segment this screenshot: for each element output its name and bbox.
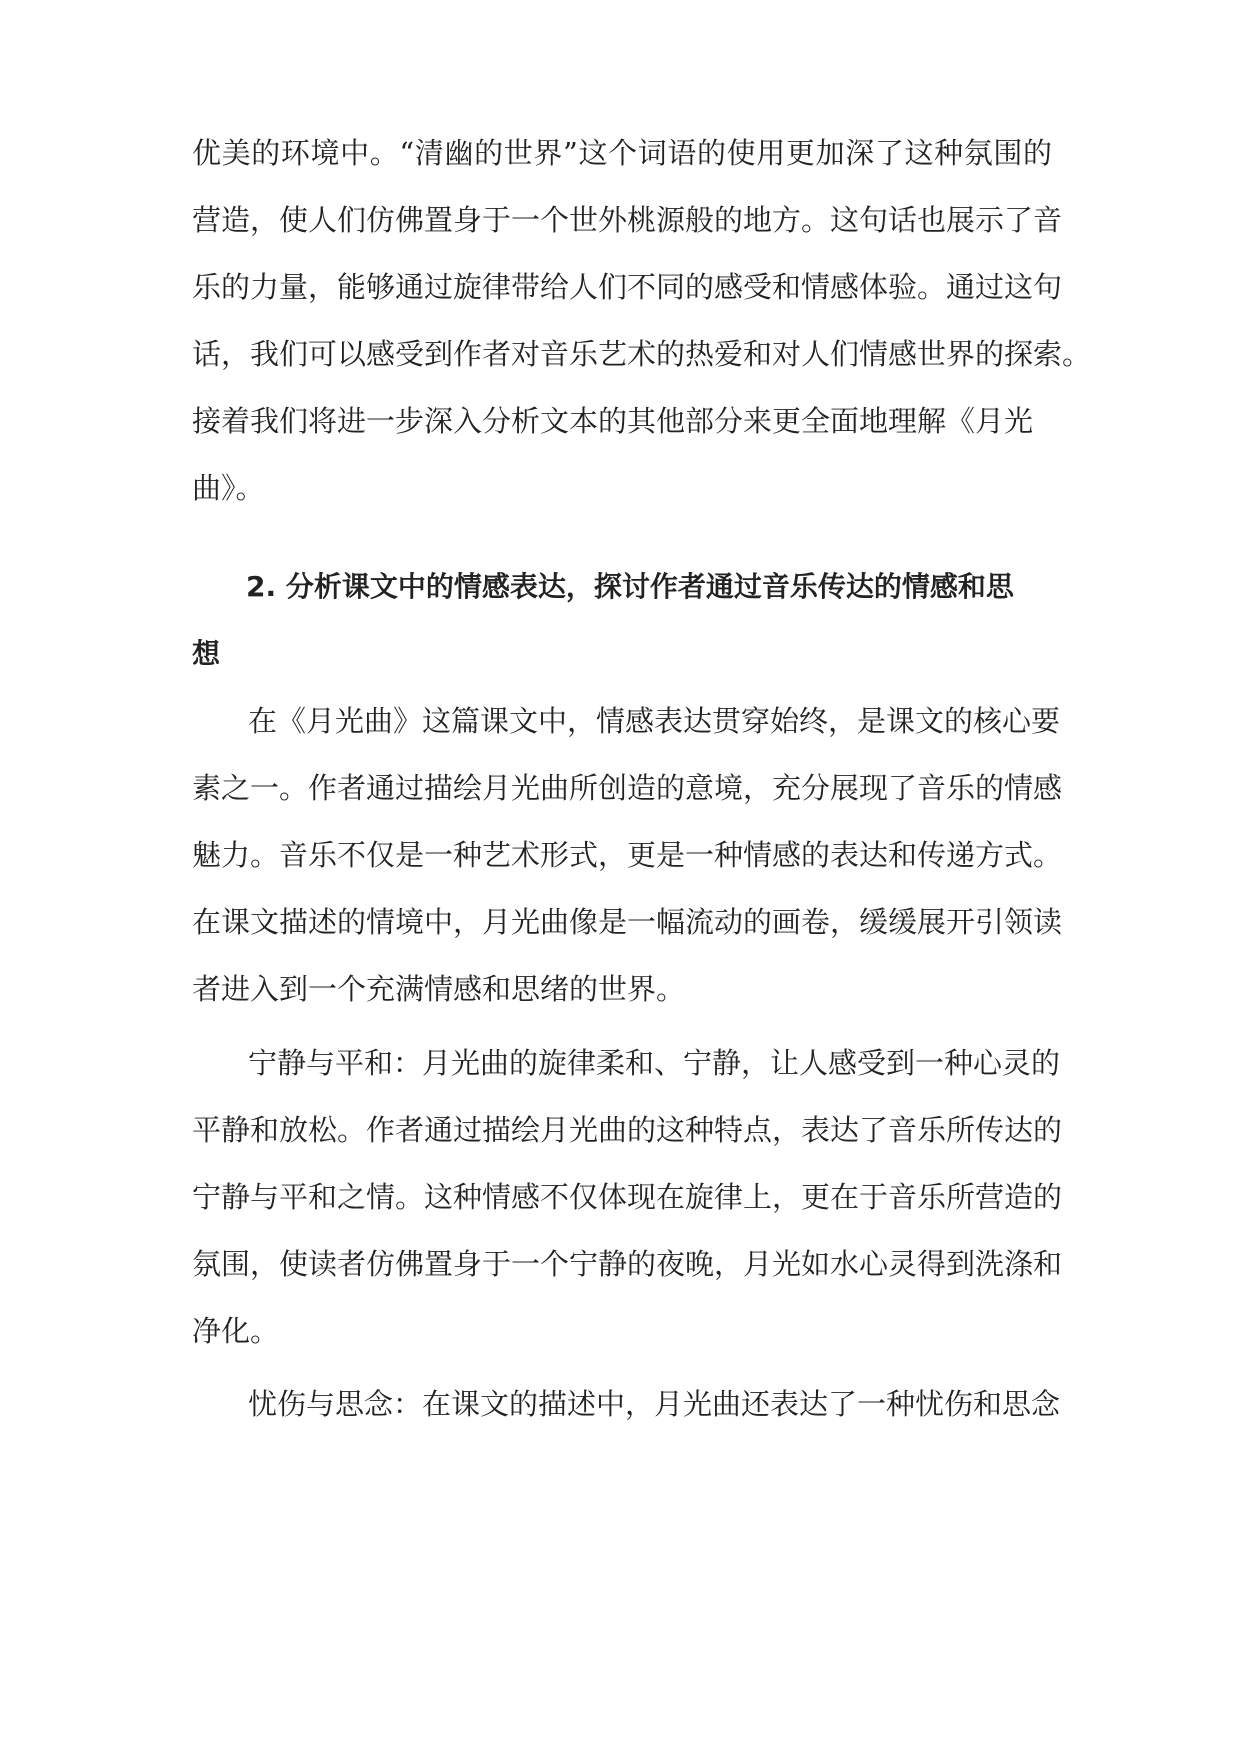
text-line: 曲》。: [192, 471, 265, 505]
text-line: 净化。: [192, 1314, 280, 1348]
heading-line: 想: [192, 637, 221, 670]
text-line: 在课文描述的情境中，月光曲像是一幅流动的画卷，缓缓展开引领读: [192, 905, 1063, 939]
text-line: 宁静与平和之情。这种情感不仅体现在旋律上，更在于音乐所营造的: [192, 1180, 1063, 1214]
text-line: 平静和放松。作者通过描绘月光曲的这种特点，表达了音乐所传达的: [192, 1113, 1063, 1147]
text-line: 在《月光曲》这篇课文中，情感表达贯穿始终，是课文的核心要: [248, 704, 1061, 738]
text-line: 优美的环境中。“清幽的世界”这个词语的使用更加深了这种氛围的: [192, 136, 1052, 170]
text-line: 营造，使人们仿佛置身于一个世外桃源般的地方。这句话也展示了音: [192, 203, 1063, 237]
text-line: 忧伤与思念：在课文的描述中，月光曲还表达了一种忧伤和思念: [248, 1387, 1061, 1421]
text-line: 素之一。作者通过描绘月光曲所创造的意境，充分展现了音乐的情感: [192, 771, 1063, 805]
text-line: 氛围，使读者仿佛置身于一个宁静的夜晚，月光如水心灵得到洗涤和: [192, 1247, 1063, 1281]
text-line: 接着我们将进一步深入分析文本的其他部分来更全面地理解《月光: [192, 404, 1034, 438]
text-line: 者进入到一个充满情感和思绪的世界。: [192, 972, 686, 1006]
text-line: 宁静与平和：月光曲的旋律柔和、宁静，让人感受到一种心灵的: [248, 1046, 1061, 1080]
heading-line: 2. 分析课文中的情感表达，探讨作者通过音乐传达的情感和思: [246, 570, 1014, 603]
text-line: 乐的力量，能够通过旋律带给人们不同的感受和情感体验。通过这句: [192, 270, 1063, 304]
text-line: 魅力。音乐不仅是一种艺术形式，更是一种情感的表达和传递方式。: [192, 838, 1063, 872]
text-line: 话，我们可以感受到作者对音乐艺术的热爱和对人们情感世界的探索。: [192, 337, 1092, 371]
